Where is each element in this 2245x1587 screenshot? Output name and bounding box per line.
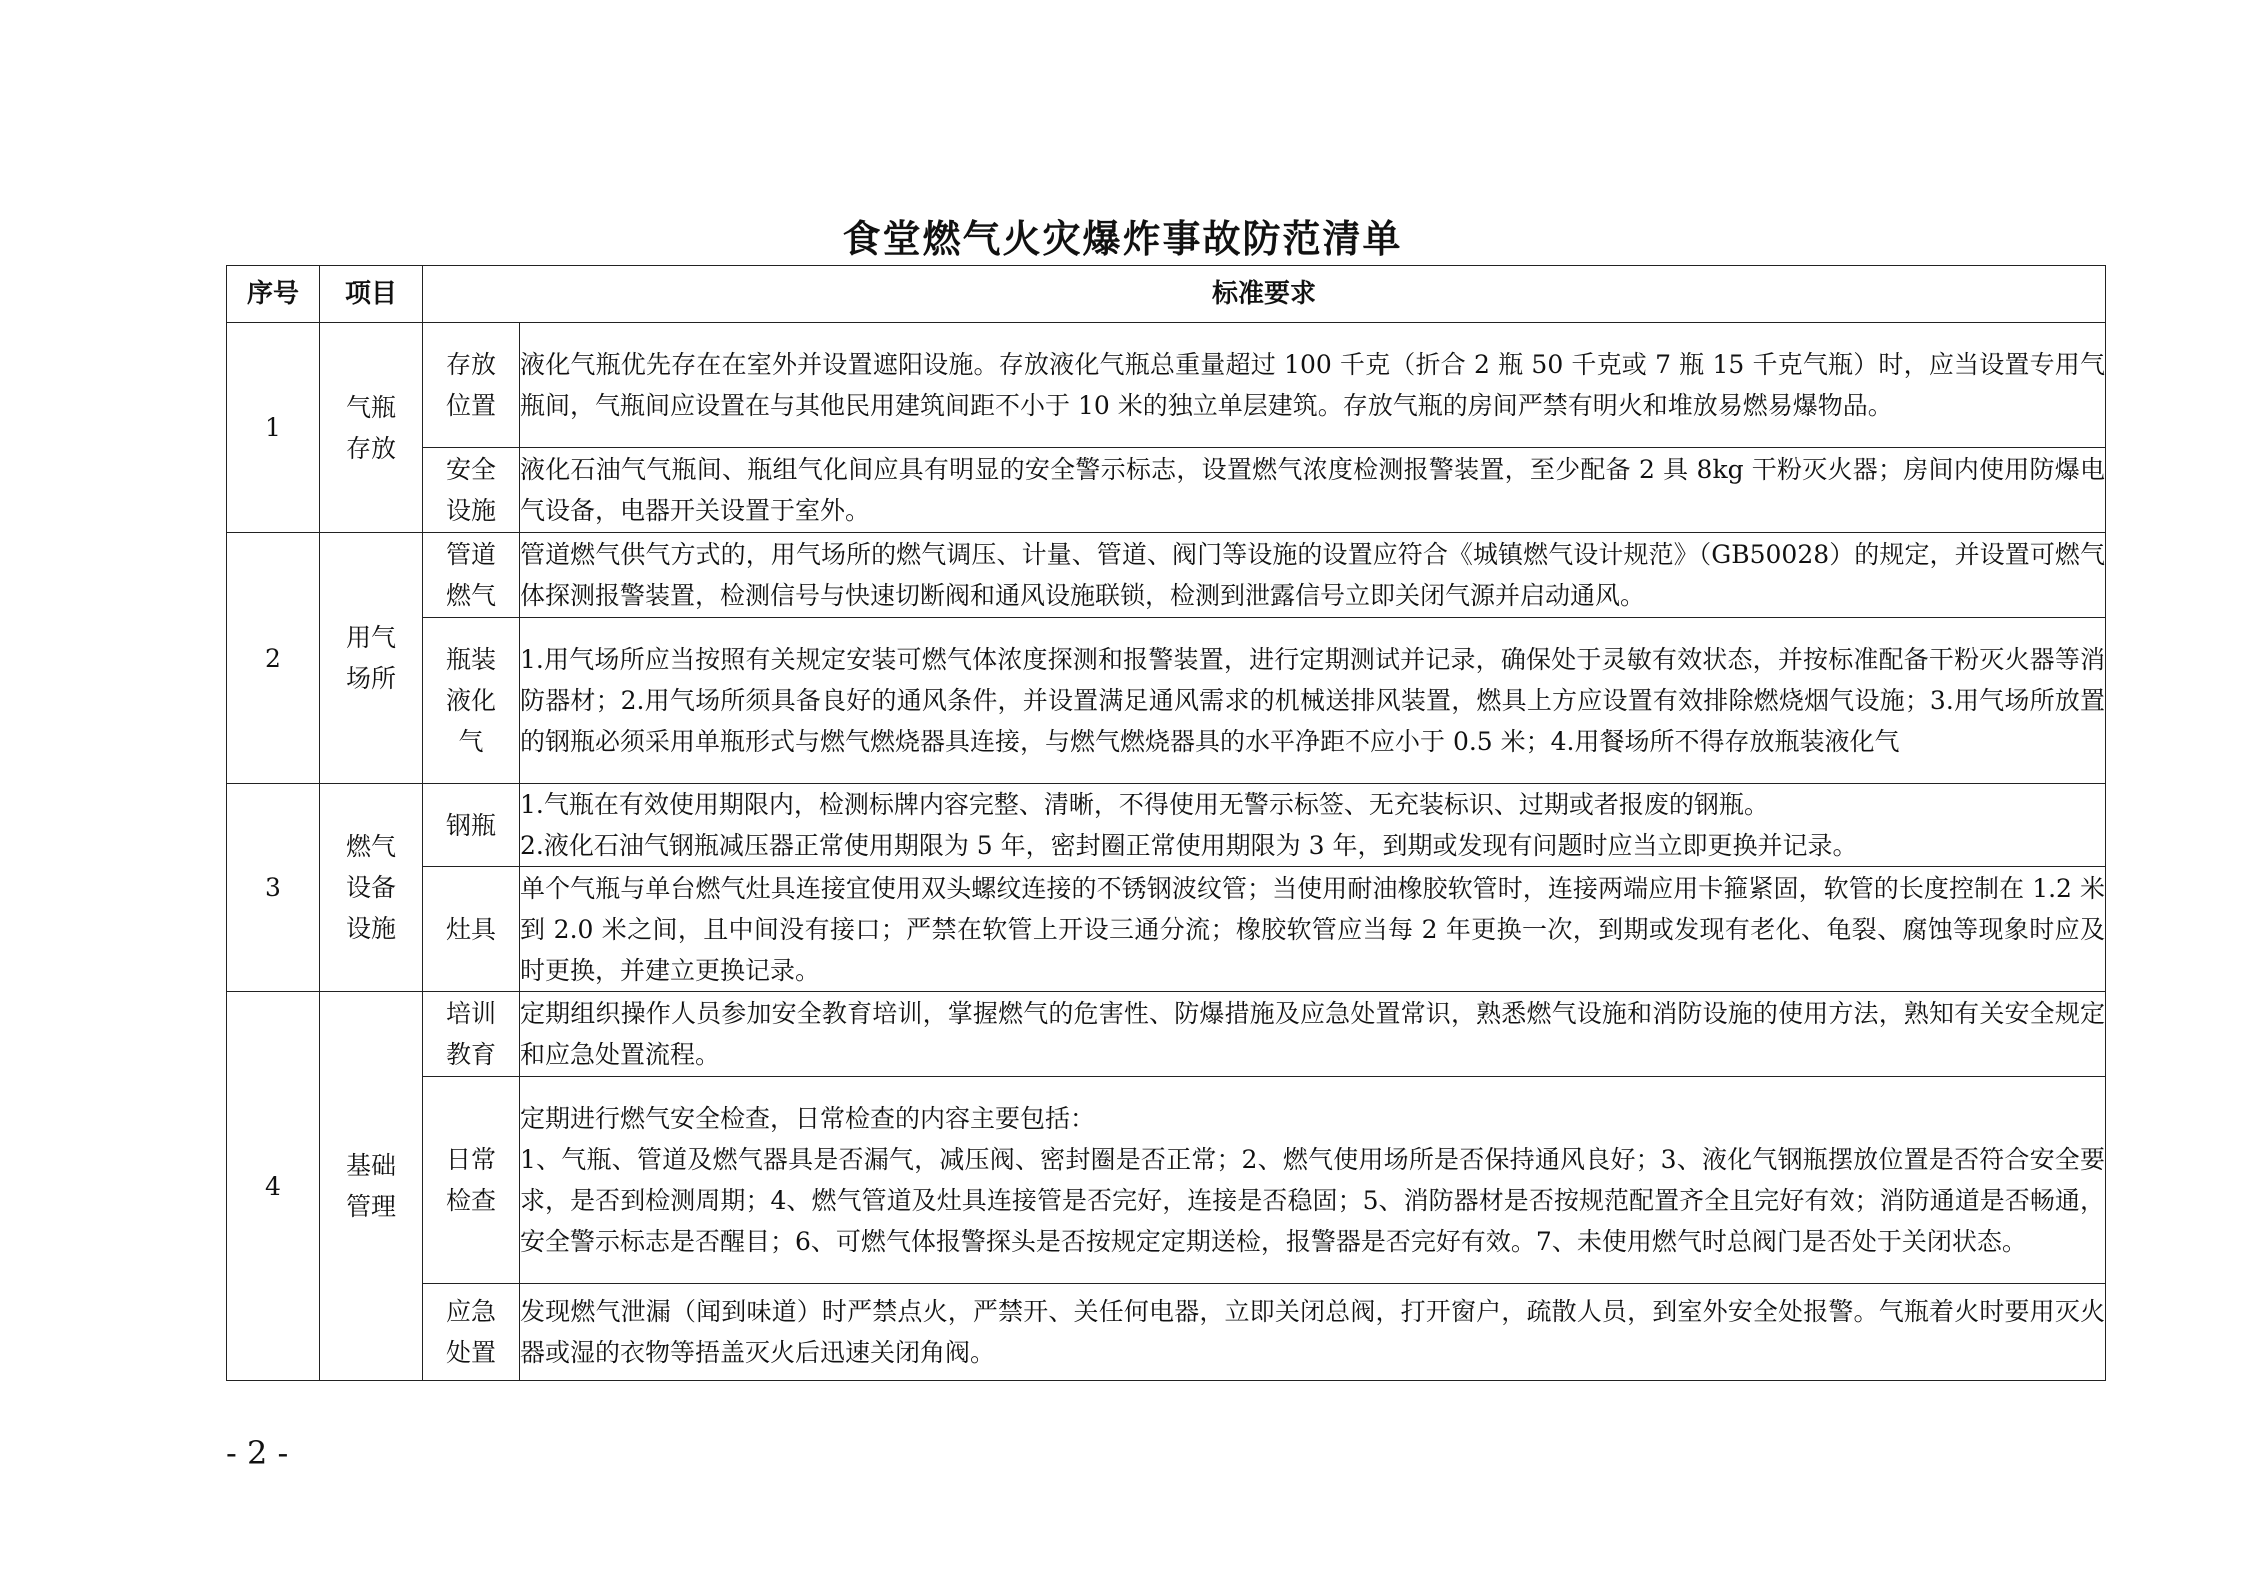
sub-item: 瓶装液化气 <box>423 618 520 784</box>
table-row <box>227 992 2106 1077</box>
header-requirement: 标准要求 <box>423 266 2106 323</box>
requirement-text: 管道燃气供气方式的，用气场所的燃气调压、计量、管道、阀门等设施的设置应符合《城镇燃气设计规范》（GB50028）的规定，并设置可燃气体探测报警装置，检测信号与快速切断阀和通风设施联锁，检测到泄露信号立即关闭气源并启动通风。 <box>520 533 2106 618</box>
requirement-text: 定期进行燃气安全检查，日常检查的内容主要包括： 1、气瓶、管道及燃气器具是否漏气，减压阀、密封圈是否正常；2、燃气使用场所是否保持通风良好；3、液化气钢瓶摆放位置是否符合安全要求，是否到检测周期；4、燃气管道及灶具连接管是否完好，连接是否稳固；5、消防器材是否按规范配置齐全且完好有效；消防通道是否畅通，安全警示标志是否醒目；6、可燃气体报警探头是否按规定定期送检，报警器是否完好有效。7、未使用燃气时总阀门是否处于关闭状态。 <box>520 1077 2106 1284</box>
sub-item: 安全设施 <box>423 448 520 533</box>
sub-item: 日常检查 <box>423 1077 520 1284</box>
sub-item: 钢瓶 <box>423 784 520 867</box>
sub-item: 培训教育 <box>423 992 520 1077</box>
row-number: 4 <box>227 992 320 1381</box>
table-row <box>227 1077 2106 1284</box>
requirement-text: 发现燃气泄漏（闻到味道）时严禁点火，严禁开、关任何电器，立即关闭总阀，打开窗户，疏散人员，到室外安全处报警。气瓶着火时要用灭火器或湿的衣物等捂盖灭火后迅速关闭角阀。 <box>520 1284 2106 1381</box>
row-number: 1 <box>227 323 320 533</box>
row-item: 气瓶存放 <box>320 323 423 533</box>
requirement-text: 1.用气场所应当按照有关规定安装可燃气体浓度探测和报警装置，进行定期测试并记录，确保处于灵敏有效状态，并按标准配备干粉灭火器等消防器材；2.用气场所须具备良好的通风条件，并设置满足通风需求的机械送排风装置，燃具上方应设置有效排除燃烧烟气设施；3.用气场所放置的钢瓶必须采用单瓶形式与燃气燃烧器具连接，与燃气燃烧器具的水平净距不应小于 0.5 米；4.用餐场所不得存放瓶装液化气 <box>520 618 2106 784</box>
header-no: 序号 <box>227 266 320 323</box>
sub-item: 管道燃气 <box>423 533 520 618</box>
sub-item: 应急处置 <box>423 1284 520 1381</box>
requirement-text: 1.气瓶在有效使用期限内，检测标牌内容完整、清晰，不得使用无警示标签、无充装标识、过期或者报废的钢瓶。 2.液化石油气钢瓶减压器正常使用期限为 5 年，密封圈正常使用期限为 3 年，到期或发现有问题时应当立即更换并记录。 <box>520 784 2106 867</box>
table-row <box>227 1284 2106 1381</box>
prevention-checklist-table <box>226 265 2106 1381</box>
row-number: 2 <box>227 533 320 784</box>
row-item: 燃气设备设施 <box>320 784 423 992</box>
requirement-text: 液化石油气气瓶间、瓶组气化间应具有明显的安全警示标志，设置燃气浓度检测报警装置，至少配备 2 具 8kg 干粉灭火器；房间内使用防爆电气设备，电器开关设置于室外。 <box>520 448 2106 533</box>
table-row <box>227 867 2106 992</box>
table-row <box>227 533 2106 618</box>
table-row <box>227 784 2106 867</box>
row-item: 用气场所 <box>320 533 423 784</box>
requirement-text: 液化气瓶优先存在在室外并设置遮阳设施。存放液化气瓶总重量超过 100 千克（折合 2 瓶 50 千克或 7 瓶 15 千克气瓶）时，应当设置专用气瓶间，气瓶间应设置在与其他民用建筑间距不小于 10 米的独立单层建筑。存放气瓶的房间严禁有明火和堆放易燃易爆物品。 <box>520 323 2106 448</box>
sub-item: 灶具 <box>423 867 520 992</box>
page-title: 食堂燃气火灾爆炸事故防范清单 <box>842 216 1403 261</box>
sub-item: 存放位置 <box>423 323 520 448</box>
header-item: 项目 <box>320 266 423 323</box>
row-number: 3 <box>227 784 320 992</box>
row-item: 基础管理 <box>320 992 423 1381</box>
header-row <box>227 266 2106 323</box>
requirement-text: 单个气瓶与单台燃气灶具连接宜使用双头螺纹连接的不锈钢波纹管；当使用耐油橡胶软管时，连接两端应用卡箍紧固，软管的长度控制在 1.2 米到 2.0 米之间，且中间没有接口；严禁在软管上开设三通分流；橡胶软管应当每 2 年更换一次，到期或发现有老化、龟裂、腐蚀等现象时应及时更换，并建立更换记录。 <box>520 867 2106 992</box>
requirement-text: 定期组织操作人员参加安全教育培训，掌握燃气的危害性、防爆措施及应急处置常识，熟悉燃气设施和消防设施的使用方法，熟知有关安全规定和应急处置流程。 <box>520 992 2106 1077</box>
page-number: - 2 - <box>226 1434 289 1472</box>
table-row <box>227 323 2106 448</box>
table-row <box>227 448 2106 533</box>
table-row <box>227 618 2106 784</box>
